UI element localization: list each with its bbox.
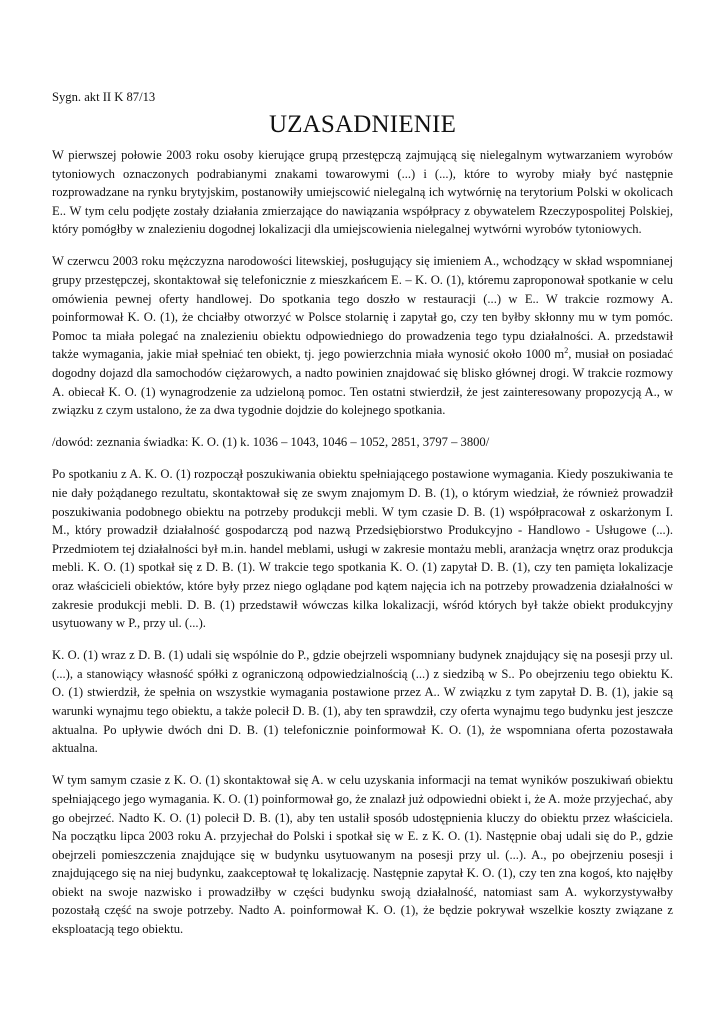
paragraph-1: W pierwszej połowie 2003 roku osoby kierujące grupą przestępczą zajmującą się nielegalnym wytwarzaniem wyrobów tytoniowych oznaczonych podrabianymi znakami towarowymi (...) i (...), które to wyroby miały być następnie rozprowadzane na rynku brytyjskim, postanowiły umiejscowić nielegalną ich wytwórnię na terytorium Polski w okolicach E.. W tym celu podjęte zostały działania zmierzające do nawiązania współpracy z obywatelem Rzeczypospolitej Polskiej, który pomógłby w znalezieniu dogodnej lokalizacji dla umiejscowienia nielegalnej wytwórni wyrobów tytoniowych. [52,148,673,237]
document-page [52,88,673,952]
document-title: UZASADNIENIE [268,111,457,138]
paragraph-2-text-before: W czerwcu 2003 roku mężczyzna narodowości litewskiej, posługujący się imieniem A., wchodzący w skład wspomnianej grupy przestępczej, skontaktował się telefonicznie z mieszkańcem E. – K. O. (1), któremu zaproponował spotkanie w celu omówienia pewnej oferty handlowej. Do spotkania tego doszło w restauracji (...) w E.. W trakcie rozmowy A. poinformował K. O. (1), że chciałby otworzyć w Polsce stolarnię i zapytał go, czy ten byłby skłonny mu w tym pomóc. Pomoc ta miała polegać na znalezieniu obiektu odpowiedniego do prowadzenia tego typu działalności. A. przedstawił także wymagania, jakie miał spełniać ten obiekt, tj. jego powierzchnia miała wynosić około 1000 m [52,254,673,362]
evidence-citation: /dowód: zeznania świadka: K. O. (1) k. 1036 – 1043, 1046 – 1052, 2851, 3797 – 3800/ [52,435,490,450]
paragraph-5: K. O. (1) wraz z D. B. (1) udali się wspólnie do P., gdzie obejrzeli wspomniany budynek znajdujący się na posesji przy ul. (...), a stanowiący własność spółki z ograniczoną odpowiedzialnością (...) z siedzibą w S.. Po obejrzeniu tego obiektu K. O. (1) stwierdził, że spełnia on wszystkie wymagania postawione przez A.. W związku z tym zapytał D. B. (1), jakie są warunki wynajmu tego obiektu, a także polecił D. B. (1), aby ten sprawdził, czy oferta wynajmu tego budynku jest jeszcze aktualna. Po upływie dwóch dni D. B. (1) telefonicznie poinformował K. O. (1), że wspomniana oferta pozostawała aktualna. [52,648,673,756]
case-signature: Sygn. akt II K 87/13 [52,90,156,104]
paragraph-2 [52,252,673,419]
paragraph-2-text-after: , musiał on posiadać dogodny dojazd dla samochodów ciężarowych, a nadto powinien znajdować się blisko głównej drogi. W trakcie rozmowy A. obiecał K. O. (1) wynagrodzenie za udzieloną pomoc. Ten ostatni stwierdził, że jest zainteresowany propozycją A., w związku z czym ustalono, że za dwa tygodnie dojdzie do kolejnego spotkania. [52,347,673,418]
paragraph-6: W tym samym czasie z K. O. (1) skontaktował się A. w celu uzyskania informacji na temat wyników poszukiwań obiektu spełniającego jego wymagania. K. O. (1) poinformował go, że znalazł już odpowiedni obiekt i, że A. może przyjechać, aby go obejrzeć. Nadto K. O. (1) polecił D. B. (1), aby ten ustalił sposób udostępnienia kluczy do obiektu przez właściciela. Na początku lipca 2003 roku A. przyjechał do Polski i spotkał się w E. z K. O. (1). Następnie obaj udali się do P., gdzie obejrzeli pomieszczenia znajdujące się w budynku usytuowanym na posesji przy ul. (...). A., po obejrzeniu posesji i znajdującego się na niej budynku, zaakceptował tę lokalizację. Następnie zapytał K. O. (1), czy ten zna kogoś, kto najęłby obiekt na swoje nazwisko i prowadziłby w części budynku swoją działalność, natomiast sam A. wykorzystywałby pozostałą część na swoje potrzeby. Nadto A. poinformował K. O. (1), że będzie pokrywał wszelkie koszty związane z eksploatacją tego obiektu. [52,773,673,937]
superscript-squared: 2 [564,346,569,356]
paragraph-4: Po spotkaniu z A. K. O. (1) rozpoczął poszukiwania obiektu spełniającego postawione wymagania. Kiedy poszukiwania te nie dały pożądanego rezultatu, skontaktował się ze swym znajomym D. B. (1), o którym wiedział, że również prowadził poszukiwania podobnego obiektu na potrzeby produkcji mebli. W tym czasie D. B. (1) współpracował z oskarżonym I. M., który prowadził działalność gospodarczą pod nazwą Przedsiębiorstwo Produkcyjno - Handlowo - Usługowe (...). Przedmiotem tej działalności był m.in. handel meblami, usługi w zakresie montażu mebli, aranżacja wnętrz oraz produkcja mebli. K. O. (1) spotkał się z D. B. (1). W trakcie tego spotkania K. O. (1) zapytał D. B. (1), czy ten pamięta lokalizacje oraz właścicieli obiektów, które były przez niego oglądane pod kątem najęcia ich na potrzeby prowadzenia działalności w zakresie produkcji mebli. D. B. (1) przedstawił wówczas kilka lokalizacji, wśród których był także obiekt produkcyjny usytuowany w P., przy ul. (...). [52,467,673,631]
